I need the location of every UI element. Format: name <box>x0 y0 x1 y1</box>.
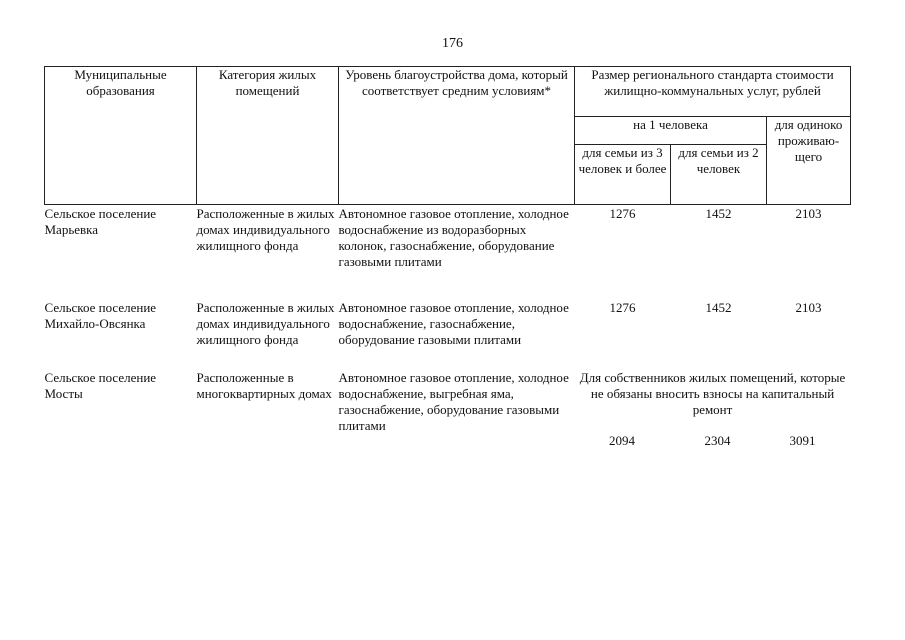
table-row <box>45 369 851 449</box>
row-value-single: 2103 <box>795 206 822 221</box>
row-note-cell <box>575 369 851 449</box>
header-family-2: для семьи из 2 человек <box>671 145 767 205</box>
row-municipality: Сельское поселение Марьевка <box>44 206 157 237</box>
table-body <box>45 205 851 449</box>
row-category: Расположенные в жилых домах индивидуального жилищного фонда <box>196 206 335 253</box>
row-level: Автономное газовое отопление, холодное водоснабжение из водоразборных колонок, газоснабжение, оборудование газовыми плитами <box>338 206 569 269</box>
page-number: 176 <box>442 36 463 51</box>
table-row <box>45 205 851 299</box>
row-value-family-3: 1276 <box>609 206 636 221</box>
row-value-family-2: 1452 <box>705 206 732 221</box>
header-family-3: для семьи из 3 человек и более <box>575 145 671 205</box>
row-value-family-3: 2094 <box>609 432 635 448</box>
table-row <box>45 299 851 369</box>
row-municipality: Сельское поселение Михайло-Овсянка <box>44 299 157 331</box>
row-value-family-2: 2304 <box>704 432 731 448</box>
header-single-resident: для одиноко проживаю-щего <box>767 117 851 205</box>
row-values <box>575 433 851 449</box>
row-value-single: 3091 <box>789 432 816 448</box>
tariff-table <box>44 66 851 449</box>
header-municipality: Муниципальные образования <box>45 67 197 205</box>
row-category: Расположенные в многоквартирных домах <box>196 369 332 401</box>
row-note: Для собственников жилых помещений, которые не обязаны вносить взносы на капитальный ремонт <box>579 369 846 417</box>
header-level: Уровень благоустройства дома, который соответствует средним условиям* <box>339 67 575 205</box>
row-municipality: Сельское поселение Мосты <box>44 369 157 401</box>
row-value-single: 2103 <box>795 299 822 315</box>
row-category: Расположенные в жилых домах индивидуального жилищного фонда <box>196 299 335 347</box>
table-header <box>45 67 851 205</box>
row-level: Автономное газовое отопление, холодное водоснабжение, выгребная яма, газоснабжение, оборудование газовыми плитами <box>338 369 569 433</box>
row-value-family-3: 1276 <box>609 299 636 315</box>
header-category: Категория жилых помещений <box>197 67 339 205</box>
row-level: Автономное газовое отопление, холодное водоснабжение, газоснабжение, оборудование газовыми плитами <box>338 299 569 347</box>
header-per-person: на 1 человека <box>575 117 767 145</box>
header-standard-size: Размер регионального стандарта стоимости жилищно-коммунальных услуг, рублей <box>575 67 851 117</box>
row-value-family-2: 1452 <box>705 299 732 315</box>
